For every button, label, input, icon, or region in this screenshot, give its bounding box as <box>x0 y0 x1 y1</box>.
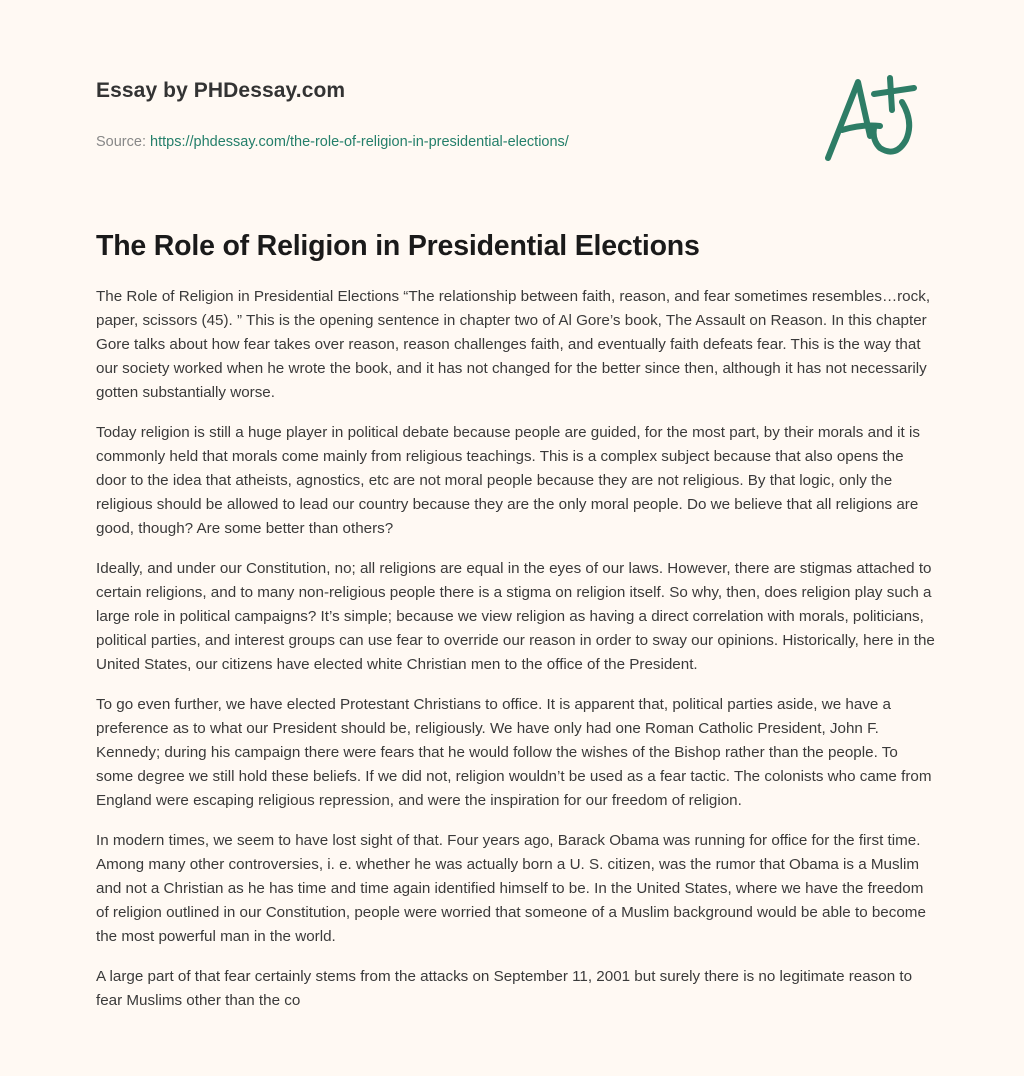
article-paragraph: In modern times, we seem to have lost sight of that. Four years ago, Barack Obama was running for office for the first time. Among many other controversies, i. e. whether he was actually born a U. S. citizen, was the rumor that Obama is a Muslim and not a Christian as he has time and time again identified himself to be. In the United States, where we have the freedom of religion outlined in our Constitution, people were worried that someone of a Muslim background would be able to become the most powerful man in the world. <box>96 832 926 945</box>
source-label: Source: <box>96 134 146 150</box>
article-paragraph: A large part of that fear certainly stems from the attacks on September 11, 2001 but surely there is no legitimate reason to fear Muslims other than the co <box>96 968 913 1009</box>
source-link[interactable]: https://phdessay.com/the-role-of-religion-in-presidential-elections/ <box>150 134 569 150</box>
a-plus-grade-icon <box>818 66 930 166</box>
source-line <box>96 132 796 152</box>
article-paragraph: Ideally, and under our Constitution, no; all religions are equal in the eyes of our laws. However, there are stigmas attached to certain religions, and to many non-religious people there is a stigma on religion itself. So why, then, does religion play such a large role in political campaigns? It’s simple; because we view religion as having a direct correlation with morals, politicians, political parties, and interest groups can use fear to override our reason in order to sway our opinions. Historically, here in the United States, our citizens have elected white Christian men to the office of the President. <box>96 560 935 673</box>
article-title: The Role of Religion in Presidential Elections <box>96 230 700 262</box>
page-header <box>96 76 796 152</box>
site-title: Essay by PHDessay.com <box>96 79 346 102</box>
article-paragraph: Today religion is still a huge player in political debate because people are guided, for the most part, by their morals and it is commonly held that morals come mainly from religious teachings. This is a complex subject because that also opens the door to the idea that atheists, agnostics, etc are not moral people because they are not religious. By that logic, only the religious should be allowed to lead our country because they are the only moral people. Do we believe that all religions are good, though? Are some better than others? <box>96 424 920 537</box>
article-paragraph: To go even further, we have elected Protestant Christians to office. It is apparent that, political parties aside, we have a preference as to what our President should be, religiously. We have only had one Roman Catholic President, John F. Kennedy; during his campaign there were fears that he would follow the wishes of the Bishop rather than the people. To some degree we still hold these beliefs. If we did not, religion wouldn’t be used as a fear tactic. The colonists who came from England were escaping religious repression, and were the inspiration for our freedom of religion. <box>96 696 932 809</box>
article-paragraph: The Role of Religion in Presidential Elections “The relationship between faith, reason, and fear sometimes resembles…rock, paper, scissors (45). ” This is the opening sentence in chapter two of Al Gore’s book, The Assault on Reason. In this chapter Gore talks about how fear takes over reason, reason challenges faith, and eventually faith defeats fear. This is the way that our society worked when he wrote the book, and it has not changed for the better since then, although it has not necessarily gotten substantially worse. <box>96 288 931 401</box>
article-body <box>96 285 936 1029</box>
